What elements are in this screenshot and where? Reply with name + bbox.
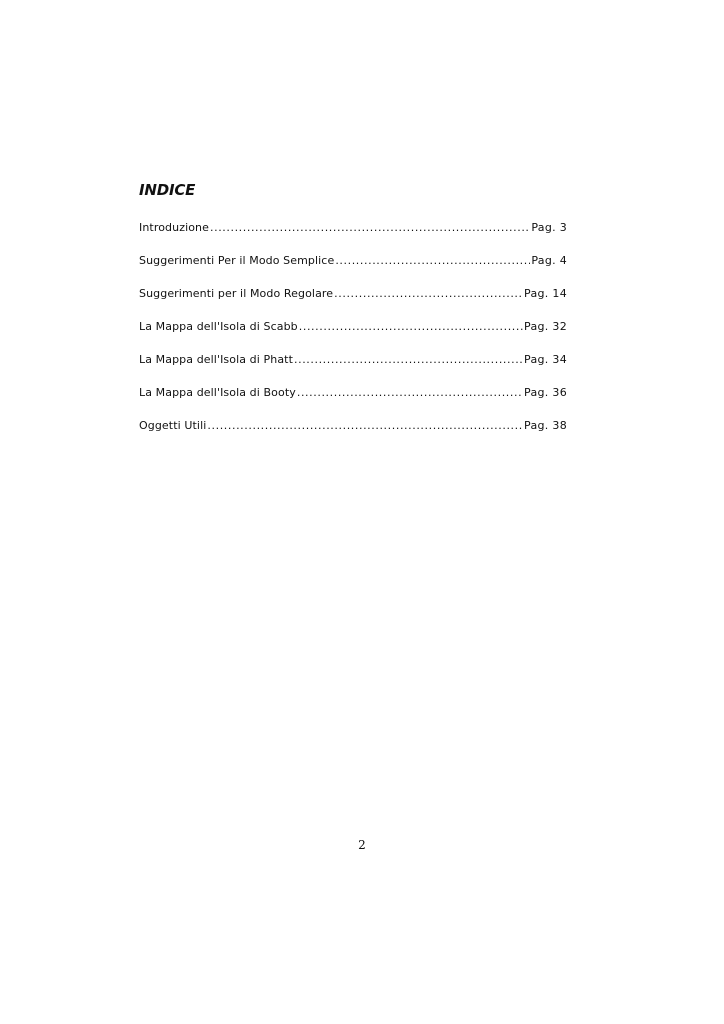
toc-entry-page: Pag. 4 (531, 254, 567, 267)
toc-entry-oggetti-utili[interactable] (139, 418, 567, 451)
toc-dot-leader (299, 319, 523, 335)
toc-entry-title: La Mappa dell'Isola di Phatt (139, 353, 293, 366)
toc-entry-page: Pag. 14 (524, 287, 567, 300)
toc-dot-leader (334, 286, 523, 302)
toc-entry-page: Pag. 34 (524, 353, 567, 366)
toc-entry-title: La Mappa dell'Isola di Scabb (139, 320, 298, 333)
toc-entry-page: Pag. 3 (531, 221, 567, 234)
toc-dot-leader (297, 385, 523, 401)
toc-entry-title: Introduzione (139, 221, 209, 234)
toc-dot-leader (335, 253, 530, 269)
toc-entry-title: Oggetti Utili (139, 419, 207, 432)
toc-entry-mappa-scabb[interactable] (139, 319, 567, 352)
toc-entry-modo-semplice[interactable] (139, 253, 567, 286)
page-number: 2 (358, 838, 366, 852)
toc-entry-modo-regolare[interactable] (139, 286, 567, 319)
toc-entry-title: La Mappa dell'Isola di Booty (139, 386, 296, 399)
toc-entry-mappa-phatt[interactable] (139, 352, 567, 385)
table-of-contents (139, 220, 567, 451)
toc-entry-mappa-booty[interactable] (139, 385, 567, 418)
toc-entry-title: Suggerimenti Per il Modo Semplice (139, 254, 335, 267)
toc-entry-page: Pag. 32 (524, 320, 567, 333)
toc-dot-leader (207, 418, 523, 434)
toc-entry-page: Pag. 38 (524, 419, 567, 432)
toc-dot-leader (210, 220, 530, 236)
toc-entry-title: Suggerimenti per il Modo Regolare (139, 287, 334, 300)
toc-entry-page: Pag. 36 (524, 386, 567, 399)
toc-entry-introduzione[interactable] (139, 220, 567, 253)
toc-dot-leader (294, 352, 523, 368)
page-title: INDICE (139, 181, 196, 199)
